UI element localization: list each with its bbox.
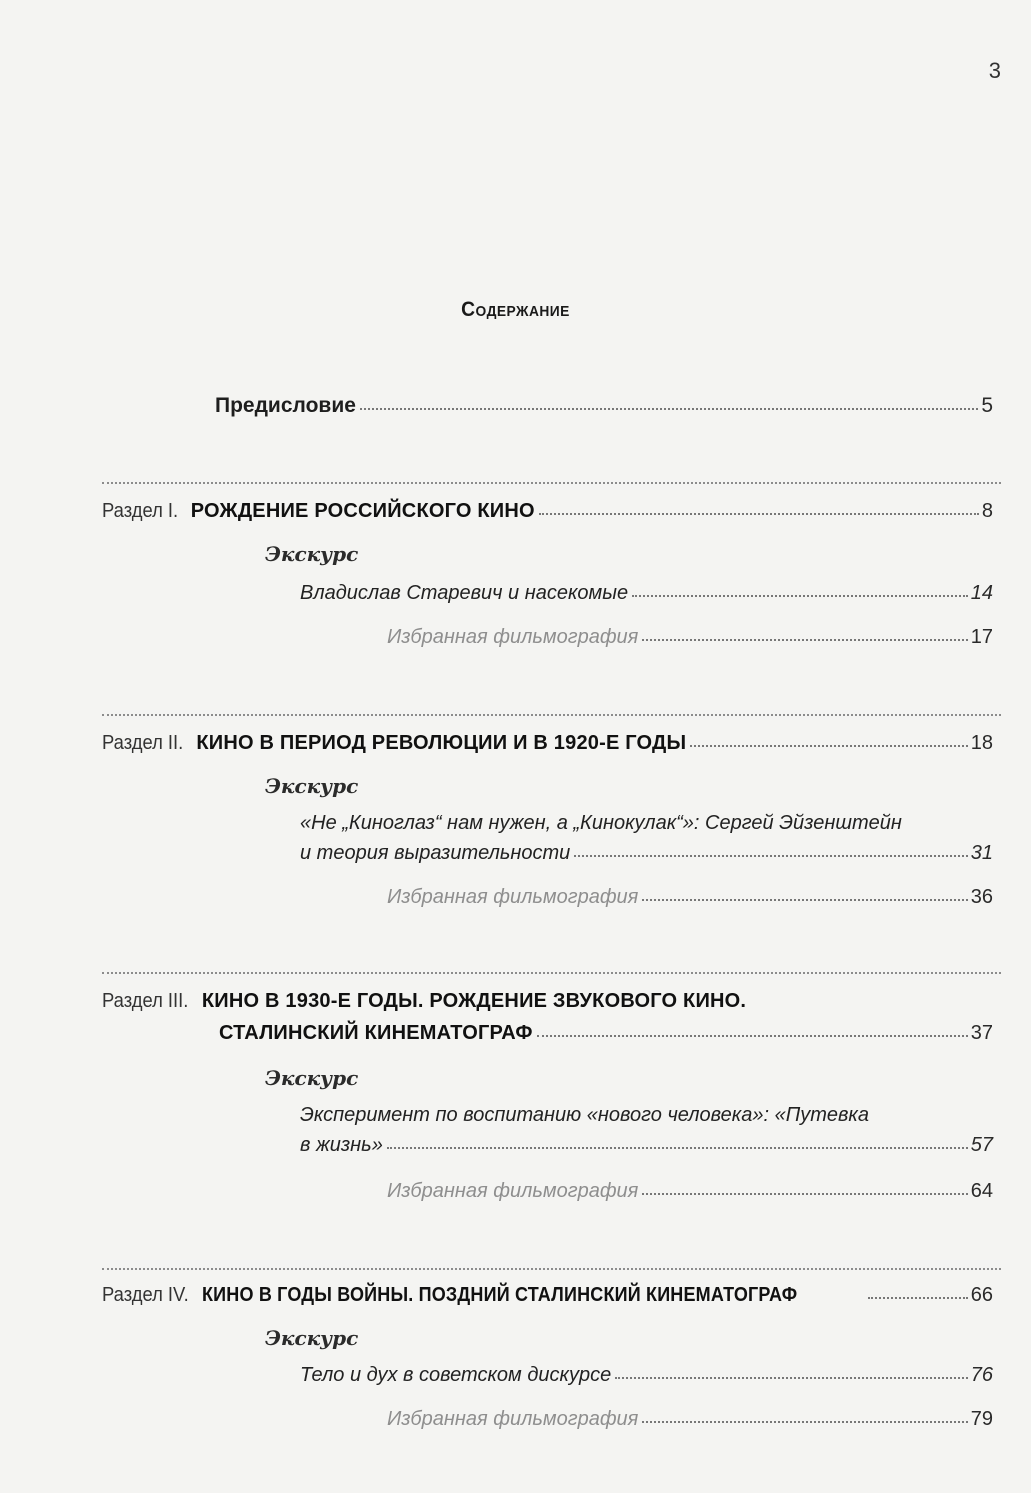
toc-entry-article[interactable]	[300, 582, 993, 605]
section-page: 37	[970, 1022, 993, 1044]
excursus-label: Экскурс	[265, 774, 359, 798]
section-prefix: Раздел III.	[102, 990, 189, 1012]
article-title-line-1[interactable]: «Не „Киноглаз“ нам нужен, а „Кинокулак“»: Сергей Эйзенштейн	[300, 812, 902, 834]
section-title-line-1: КИНО В 1930-Е ГОДЫ. РОЖДЕНИЕ ЗВУКОВОГО КИНО.	[201, 990, 747, 1012]
toc-entry-section-4[interactable]	[102, 1284, 993, 1307]
filmography-title: Избранная фильмография	[387, 1408, 639, 1430]
section-prefix: Раздел IV.	[102, 1284, 189, 1306]
toc-entry-section-3-line-1[interactable]	[102, 990, 746, 1013]
page-number: 3	[988, 58, 1001, 83]
section-prefix: Раздел II.	[102, 732, 184, 754]
section-page: 66	[970, 1284, 993, 1306]
filmography-page: 36	[970, 886, 993, 908]
section-title: РОЖДЕНИЕ РОССИЙСКОГО КИНО	[190, 500, 535, 522]
filmography-title: Избранная фильмография	[387, 1180, 639, 1202]
article-title-line-2: и теория выразительности	[300, 842, 571, 864]
preface-page: 5	[981, 394, 993, 417]
leader-dots	[642, 899, 967, 901]
toc-entry-filmography[interactable]	[387, 626, 993, 649]
preface-title: Предисловие	[215, 394, 356, 417]
divider	[102, 714, 1001, 716]
toc-entry-article[interactable]	[300, 1134, 993, 1157]
toc-entry-section-1[interactable]	[102, 500, 993, 523]
toc-entry-article[interactable]	[300, 842, 993, 865]
leader-dots	[690, 745, 968, 747]
leader-dots	[539, 513, 979, 515]
leader-dots	[642, 639, 967, 641]
toc-entry-article[interactable]	[300, 1364, 993, 1387]
article-page: 14	[970, 582, 993, 604]
article-title: Владислав Старевич и насекомые	[300, 582, 629, 604]
toc-title: Содержание	[461, 298, 570, 321]
leader-dots	[642, 1193, 967, 1195]
filmography-page: 17	[970, 626, 993, 648]
article-title-line-2: в жизнь»	[300, 1134, 383, 1156]
toc-entry-preface[interactable]	[215, 394, 993, 418]
toc-entry-filmography[interactable]	[387, 886, 993, 909]
leader-dots	[615, 1377, 968, 1379]
filmography-title: Избранная фильмография	[387, 626, 639, 648]
section-title: КИНО В ГОДЫ ВОЙНЫ. ПОЗДНИЙ СТАЛИНСКИЙ КИНЕМАТОГРАФ	[202, 1284, 798, 1306]
leader-dots	[574, 855, 967, 857]
section-prefix: Раздел I.	[102, 500, 179, 522]
article-page: 76	[970, 1364, 993, 1386]
filmography-page: 79	[970, 1408, 993, 1430]
article-page: 31	[970, 842, 993, 864]
divider	[102, 482, 1001, 484]
divider	[102, 1268, 1001, 1270]
section-page: 8	[981, 500, 993, 522]
section-title-line-2: СТАЛИНСКИЙ КИНЕМАТОГРАФ	[219, 1022, 533, 1044]
section-page: 18	[970, 732, 993, 754]
leader-dots	[387, 1147, 968, 1149]
leader-dots	[642, 1421, 967, 1423]
filmography-title: Избранная фильмография	[387, 886, 639, 908]
excursus-label: Экскурс	[265, 1066, 359, 1090]
section-title: КИНО В ПЕРИОД РЕВОЛЮЦИИ И В 1920-Е ГОДЫ	[196, 732, 687, 754]
leader-dots	[868, 1297, 968, 1299]
article-title: Тело и дух в советском дискурсе	[300, 1364, 612, 1386]
leader-dots	[360, 408, 978, 410]
divider	[102, 972, 1001, 974]
toc-entry-section-2[interactable]	[102, 732, 993, 755]
toc-entry-filmography[interactable]	[387, 1180, 993, 1203]
toc-entry-section-3[interactable]	[219, 1022, 993, 1045]
leader-dots	[632, 595, 968, 597]
toc-entry-filmography[interactable]	[387, 1408, 993, 1431]
filmography-page: 64	[970, 1180, 993, 1202]
leader-dots	[537, 1035, 968, 1037]
article-page: 57	[970, 1134, 993, 1156]
excursus-label: Экскурс	[265, 542, 359, 566]
article-title-line-1[interactable]: Эксперимент по воспитанию «нового человека»: «Путевка	[300, 1104, 869, 1126]
excursus-label: Экскурс	[265, 1326, 359, 1350]
